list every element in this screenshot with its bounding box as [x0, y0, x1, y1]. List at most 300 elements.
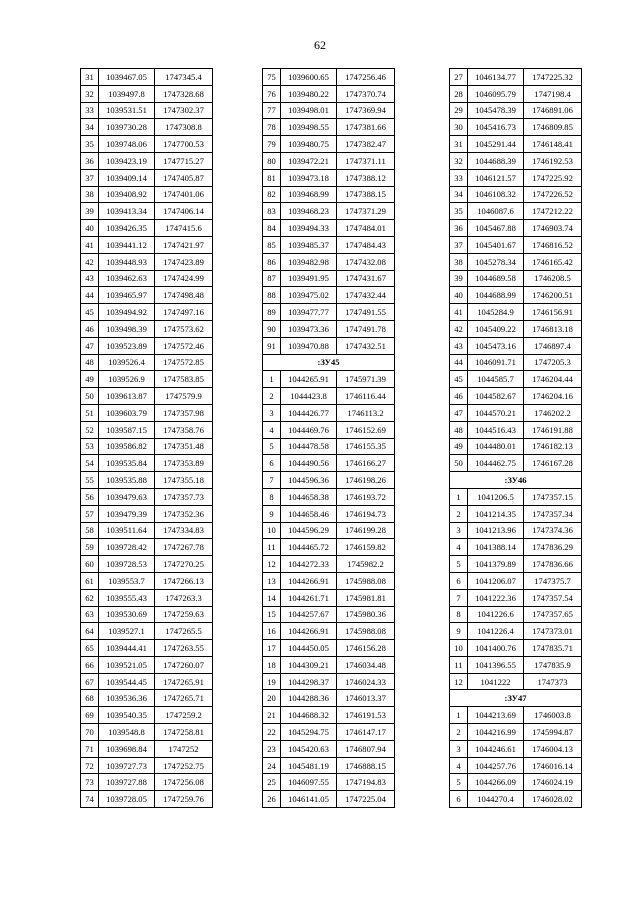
coord-x: 1045473.16 [468, 337, 524, 354]
coord-x: 1046097.55 [281, 774, 337, 791]
coord-y: 1747424.99 [155, 270, 213, 287]
coord-y: 1747836.29 [524, 539, 582, 556]
table-row [450, 757, 582, 774]
coord-x: 1039465.97 [99, 287, 155, 304]
point-number: 14 [263, 589, 281, 606]
table-row [81, 337, 213, 354]
coord-x: 1039548.8 [99, 724, 155, 741]
coord-x: 1045284.9 [468, 304, 524, 321]
point-number: 15 [263, 606, 281, 623]
coord-y: 1747226.52 [524, 186, 582, 203]
coord-x: 1039526.9 [99, 371, 155, 388]
table-row [263, 774, 395, 791]
point-number: 46 [450, 388, 468, 405]
coord-x: 1044257.67 [281, 606, 337, 623]
table-row [81, 186, 213, 203]
coord-y: 1746194.73 [337, 505, 395, 522]
point-number: 7 [263, 472, 281, 489]
point-number: 75 [263, 69, 281, 86]
coord-y: 1746813.18 [524, 320, 582, 337]
point-number: 39 [81, 203, 99, 220]
table-row [263, 253, 395, 270]
coord-y: 1747357.54 [524, 589, 582, 606]
point-number: 88 [263, 287, 281, 304]
coord-y: 1747265.71 [155, 690, 213, 707]
table-row [450, 522, 582, 539]
coord-x: 1044309.21 [281, 656, 337, 673]
table-row [450, 707, 582, 724]
table-row [81, 556, 213, 573]
point-number: 5 [450, 774, 468, 791]
point-number: 74 [81, 791, 99, 808]
table-row [81, 203, 213, 220]
coord-y: 1746204.16 [524, 388, 582, 405]
coord-x: 1039600.65 [281, 69, 337, 86]
coordinates-table-1 [80, 68, 213, 808]
coord-x: 1044585.7 [468, 371, 524, 388]
coord-y: 1747497.16 [155, 304, 213, 321]
table-row [450, 791, 582, 808]
point-number: 7 [450, 589, 468, 606]
coord-x: 1044266.09 [468, 774, 524, 791]
point-number: 11 [263, 539, 281, 556]
coord-x: 1046087.6 [468, 203, 524, 220]
coord-x: 1044266.91 [281, 623, 337, 640]
point-number: 13 [263, 572, 281, 589]
table-row [263, 270, 395, 287]
point-number: 85 [263, 236, 281, 253]
coord-y: 1747258.81 [155, 724, 213, 741]
coord-x: 1046141.05 [281, 791, 337, 808]
table-row [263, 539, 395, 556]
coord-y: 1747370.74 [337, 85, 395, 102]
coord-y: 1746903.74 [524, 220, 582, 237]
table-row [263, 69, 395, 86]
point-number: 65 [81, 640, 99, 657]
table-row [81, 539, 213, 556]
coord-x: 1041222.36 [468, 589, 524, 606]
table-row [81, 102, 213, 119]
coord-x: 1039444.41 [99, 640, 155, 657]
point-number: 44 [450, 354, 468, 371]
coord-y: 1747484.01 [337, 220, 395, 237]
coord-x: 1039441.12 [99, 236, 155, 253]
coord-x: 1039479.39 [99, 505, 155, 522]
coord-y: 1747491.55 [337, 304, 395, 321]
coord-x: 1039535.88 [99, 472, 155, 489]
coord-y: 1747256.46 [337, 69, 395, 86]
coord-x: 1044582.67 [468, 388, 524, 405]
coord-y: 1747373 [524, 673, 582, 690]
table-row [450, 673, 582, 690]
table-row [450, 505, 582, 522]
coord-y: 1747265.5 [155, 623, 213, 640]
point-number: 12 [263, 556, 281, 573]
table-row [263, 186, 395, 203]
coord-x: 1039555.43 [99, 589, 155, 606]
coord-x: 1039535.84 [99, 455, 155, 472]
point-number: 39 [450, 270, 468, 287]
table-row [81, 589, 213, 606]
table-row [263, 169, 395, 186]
point-number: 33 [450, 169, 468, 186]
table-row [81, 136, 213, 153]
table-row [263, 757, 395, 774]
coord-y: 1747431.67 [337, 270, 395, 287]
coord-y: 1746182.13 [524, 438, 582, 455]
point-number: 72 [81, 757, 99, 774]
table-row [81, 220, 213, 237]
table-row [263, 136, 395, 153]
coord-x: 1041388.14 [468, 539, 524, 556]
coord-x: 1039540.35 [99, 707, 155, 724]
coord-x: 1039511.64 [99, 522, 155, 539]
point-number: 5 [263, 438, 281, 455]
point-number: 38 [450, 253, 468, 270]
coord-y: 1747375.7 [524, 572, 582, 589]
table-row [263, 724, 395, 741]
coord-y: 1747334.83 [155, 522, 213, 539]
point-number: 6 [450, 572, 468, 589]
table-row [450, 354, 582, 371]
point-number: 49 [81, 371, 99, 388]
coord-x: 1039480.22 [281, 85, 337, 102]
coord-y: 1746024.33 [337, 673, 395, 690]
point-number: 37 [81, 169, 99, 186]
coord-y: 1747373.01 [524, 623, 582, 640]
table-row [263, 505, 395, 522]
table-row [263, 102, 395, 119]
coord-x: 1044450.05 [281, 640, 337, 657]
coord-x: 1039470.88 [281, 337, 337, 354]
coord-x: 1039423.19 [99, 152, 155, 169]
coord-x: 1039544.45 [99, 673, 155, 690]
point-number: 45 [450, 371, 468, 388]
coord-x: 1039523.89 [99, 337, 155, 354]
table-row [450, 589, 582, 606]
coord-x: 1039603.79 [99, 404, 155, 421]
coord-x: 1039536.36 [99, 690, 155, 707]
coord-x: 1044265.91 [281, 371, 337, 388]
point-number: 41 [450, 304, 468, 321]
table-row [450, 304, 582, 321]
table-row [81, 656, 213, 673]
point-number: 2 [263, 388, 281, 405]
coord-y: 1747270.25 [155, 556, 213, 573]
coord-x: 1039448.93 [99, 253, 155, 270]
coord-y: 1746024.19 [524, 774, 582, 791]
coord-y: 1746816.52 [524, 236, 582, 253]
table-row [263, 304, 395, 321]
point-number: 12 [450, 673, 468, 690]
coord-y: 1746166.27 [337, 455, 395, 472]
point-number: 55 [81, 472, 99, 489]
point-number: 48 [81, 354, 99, 371]
coord-x: 1039413.34 [99, 203, 155, 220]
point-number: 46 [81, 320, 99, 337]
table-row [81, 690, 213, 707]
coord-y: 1747225.32 [524, 69, 582, 86]
coord-y: 1746116.44 [337, 388, 395, 405]
table-row [81, 455, 213, 472]
point-number: 4 [450, 539, 468, 556]
coord-x: 1044688.32 [281, 707, 337, 724]
section-label: :ЗУ47 [450, 690, 582, 707]
coord-y: 1747252.75 [155, 757, 213, 774]
point-number: 78 [263, 119, 281, 136]
coord-x: 1044596.29 [281, 522, 337, 539]
coord-y: 1747265.91 [155, 673, 213, 690]
section-header-row [263, 354, 395, 371]
point-number: 80 [263, 152, 281, 169]
coord-x: 1039748.06 [99, 136, 155, 153]
table-row [450, 287, 582, 304]
coord-y: 1746807.94 [337, 740, 395, 757]
point-number: 66 [81, 656, 99, 673]
coord-y: 1747357.15 [524, 488, 582, 505]
point-number: 6 [263, 455, 281, 472]
coord-x: 1039728.42 [99, 539, 155, 556]
coord-x: 1046121.57 [468, 169, 524, 186]
coord-x: 1044423.8 [281, 388, 337, 405]
table-row [81, 236, 213, 253]
table-row [450, 539, 582, 556]
point-number: 45 [81, 304, 99, 321]
table-row [450, 253, 582, 270]
point-number: 48 [450, 421, 468, 438]
coord-y: 1746200.51 [524, 287, 582, 304]
table-row [81, 488, 213, 505]
point-number: 64 [81, 623, 99, 640]
point-number: 82 [263, 186, 281, 203]
coord-y: 1747381.66 [337, 119, 395, 136]
table-row [450, 102, 582, 119]
table-row [450, 623, 582, 640]
coord-x: 1044261.71 [281, 589, 337, 606]
table-row [450, 169, 582, 186]
point-number: 84 [263, 220, 281, 237]
coord-x: 1044469.76 [281, 421, 337, 438]
coord-x: 1046108.32 [468, 186, 524, 203]
point-number: 83 [263, 203, 281, 220]
point-number: 29 [450, 102, 468, 119]
point-number: 53 [81, 438, 99, 455]
point-number: 35 [450, 203, 468, 220]
coord-x: 1041206.07 [468, 572, 524, 589]
coord-y: 1747579.9 [155, 388, 213, 405]
coord-y: 1746113.2 [337, 404, 395, 421]
coord-x: 1039494.33 [281, 220, 337, 237]
coord-x: 1039468.23 [281, 203, 337, 220]
point-number: 17 [263, 640, 281, 657]
coord-x: 1039468.99 [281, 186, 337, 203]
coord-y: 1747308.8 [155, 119, 213, 136]
point-number: 26 [263, 791, 281, 808]
coord-y: 1746193.72 [337, 488, 395, 505]
coordinates-table-2 [262, 68, 395, 808]
table-row [450, 740, 582, 757]
point-number: 54 [81, 455, 99, 472]
coord-x: 1044272.33 [281, 556, 337, 573]
point-number: 81 [263, 169, 281, 186]
coord-y: 1747388.15 [337, 186, 395, 203]
coord-y: 1747836.66 [524, 556, 582, 573]
point-number: 31 [81, 69, 99, 86]
point-number: 90 [263, 320, 281, 337]
table-row [81, 169, 213, 186]
coord-y: 1747259.76 [155, 791, 213, 808]
coord-y: 1747263.3 [155, 589, 213, 606]
table-row [450, 69, 582, 86]
table-row [263, 320, 395, 337]
coord-y: 1747405.87 [155, 169, 213, 186]
coord-x: 1045294.75 [281, 724, 337, 741]
coord-y: 1746165.42 [524, 253, 582, 270]
coord-y: 1747256.08 [155, 774, 213, 791]
coord-y: 1745988.08 [337, 623, 395, 640]
table-row [81, 472, 213, 489]
point-number: 10 [263, 522, 281, 539]
coord-x: 1044213.69 [468, 707, 524, 724]
point-number: 8 [450, 606, 468, 623]
table-row [81, 320, 213, 337]
coord-x: 1039462.63 [99, 270, 155, 287]
coord-y: 1747263.55 [155, 640, 213, 657]
table-row [263, 707, 395, 724]
table-row [450, 186, 582, 203]
table-row [450, 438, 582, 455]
point-number: 43 [81, 270, 99, 287]
coord-y: 1746191.53 [337, 707, 395, 724]
point-number: 60 [81, 556, 99, 573]
table-row [81, 421, 213, 438]
table-row [263, 388, 395, 405]
point-number: 3 [450, 522, 468, 539]
point-number: 21 [263, 707, 281, 724]
table-row [450, 320, 582, 337]
table-row [450, 220, 582, 237]
coord-y: 1747382.47 [337, 136, 395, 153]
coord-y: 1746016.14 [524, 757, 582, 774]
point-number: 69 [81, 707, 99, 724]
coord-y: 1746192.53 [524, 152, 582, 169]
section-label: :ЗУ45 [263, 354, 395, 371]
table-row [81, 505, 213, 522]
coord-x: 1044480.01 [468, 438, 524, 455]
coord-x: 1039553.7 [99, 572, 155, 589]
table-row [450, 371, 582, 388]
point-number: 28 [450, 85, 468, 102]
coord-y: 1747406.14 [155, 203, 213, 220]
table-row [263, 220, 395, 237]
coord-x: 1044689.58 [468, 270, 524, 287]
point-number: 4 [450, 757, 468, 774]
coord-y: 1746809.85 [524, 119, 582, 136]
coord-y: 1745988.08 [337, 572, 395, 589]
coord-y: 1747357.65 [524, 606, 582, 623]
coord-x: 1044688.39 [468, 152, 524, 169]
point-number: 47 [450, 404, 468, 421]
point-number: 9 [450, 623, 468, 640]
table-row [263, 673, 395, 690]
coord-x: 1044257.76 [468, 757, 524, 774]
coord-y: 1747345.4 [155, 69, 213, 86]
table-row [263, 287, 395, 304]
point-number: 18 [263, 656, 281, 673]
table-row [263, 421, 395, 438]
coord-y: 1747401.06 [155, 186, 213, 203]
table-row [263, 791, 395, 808]
point-number: 58 [81, 522, 99, 539]
coord-x: 1039527.1 [99, 623, 155, 640]
table-row [81, 791, 213, 808]
point-number: 31 [450, 136, 468, 153]
point-number: 9 [263, 505, 281, 522]
coord-x: 1039521.05 [99, 656, 155, 673]
point-number: 1 [450, 488, 468, 505]
coord-x: 1039497.8 [99, 85, 155, 102]
coord-x: 1039473.18 [281, 169, 337, 186]
coord-x: 1041206.5 [468, 488, 524, 505]
coord-x: 1045467.88 [468, 220, 524, 237]
coord-x: 1039728.05 [99, 791, 155, 808]
section-header-row [450, 472, 582, 489]
coord-x: 1045416.73 [468, 119, 524, 136]
coord-x: 1039587.15 [99, 421, 155, 438]
table-row [81, 572, 213, 589]
coord-y: 1745981.81 [337, 589, 395, 606]
table-row [263, 606, 395, 623]
coord-x: 1039477.77 [281, 304, 337, 321]
point-number: 30 [450, 119, 468, 136]
point-number: 8 [263, 488, 281, 505]
coord-y: 1747328.68 [155, 85, 213, 102]
coord-x: 1039426.35 [99, 220, 155, 237]
coord-y: 1747700.53 [155, 136, 213, 153]
coord-x: 1044288.36 [281, 690, 337, 707]
table-row [81, 673, 213, 690]
table-row [263, 371, 395, 388]
coord-y: 1747484.43 [337, 236, 395, 253]
coord-x: 1044658.38 [281, 488, 337, 505]
coord-x: 1039408.92 [99, 186, 155, 203]
table-row [450, 572, 582, 589]
table-row [263, 203, 395, 220]
point-number: 33 [81, 102, 99, 119]
coord-y: 1747583.85 [155, 371, 213, 388]
coord-y: 1746191.88 [524, 421, 582, 438]
table-row [450, 136, 582, 153]
table-row [81, 270, 213, 287]
coord-x: 1044478.58 [281, 438, 337, 455]
point-number: 73 [81, 774, 99, 791]
coord-x: 1044658.46 [281, 505, 337, 522]
coord-y: 1747260.07 [155, 656, 213, 673]
point-number: 61 [81, 572, 99, 589]
table-row [81, 85, 213, 102]
point-number: 16 [263, 623, 281, 640]
table-row [450, 421, 582, 438]
point-number: 34 [450, 186, 468, 203]
table-row [263, 640, 395, 657]
coord-y: 1747572.85 [155, 354, 213, 371]
coord-y: 1746202.2 [524, 404, 582, 421]
coord-y: 1747415.6 [155, 220, 213, 237]
coord-y: 1747353.89 [155, 455, 213, 472]
point-number: 57 [81, 505, 99, 522]
table-row [81, 371, 213, 388]
coord-x: 1044216.99 [468, 724, 524, 741]
